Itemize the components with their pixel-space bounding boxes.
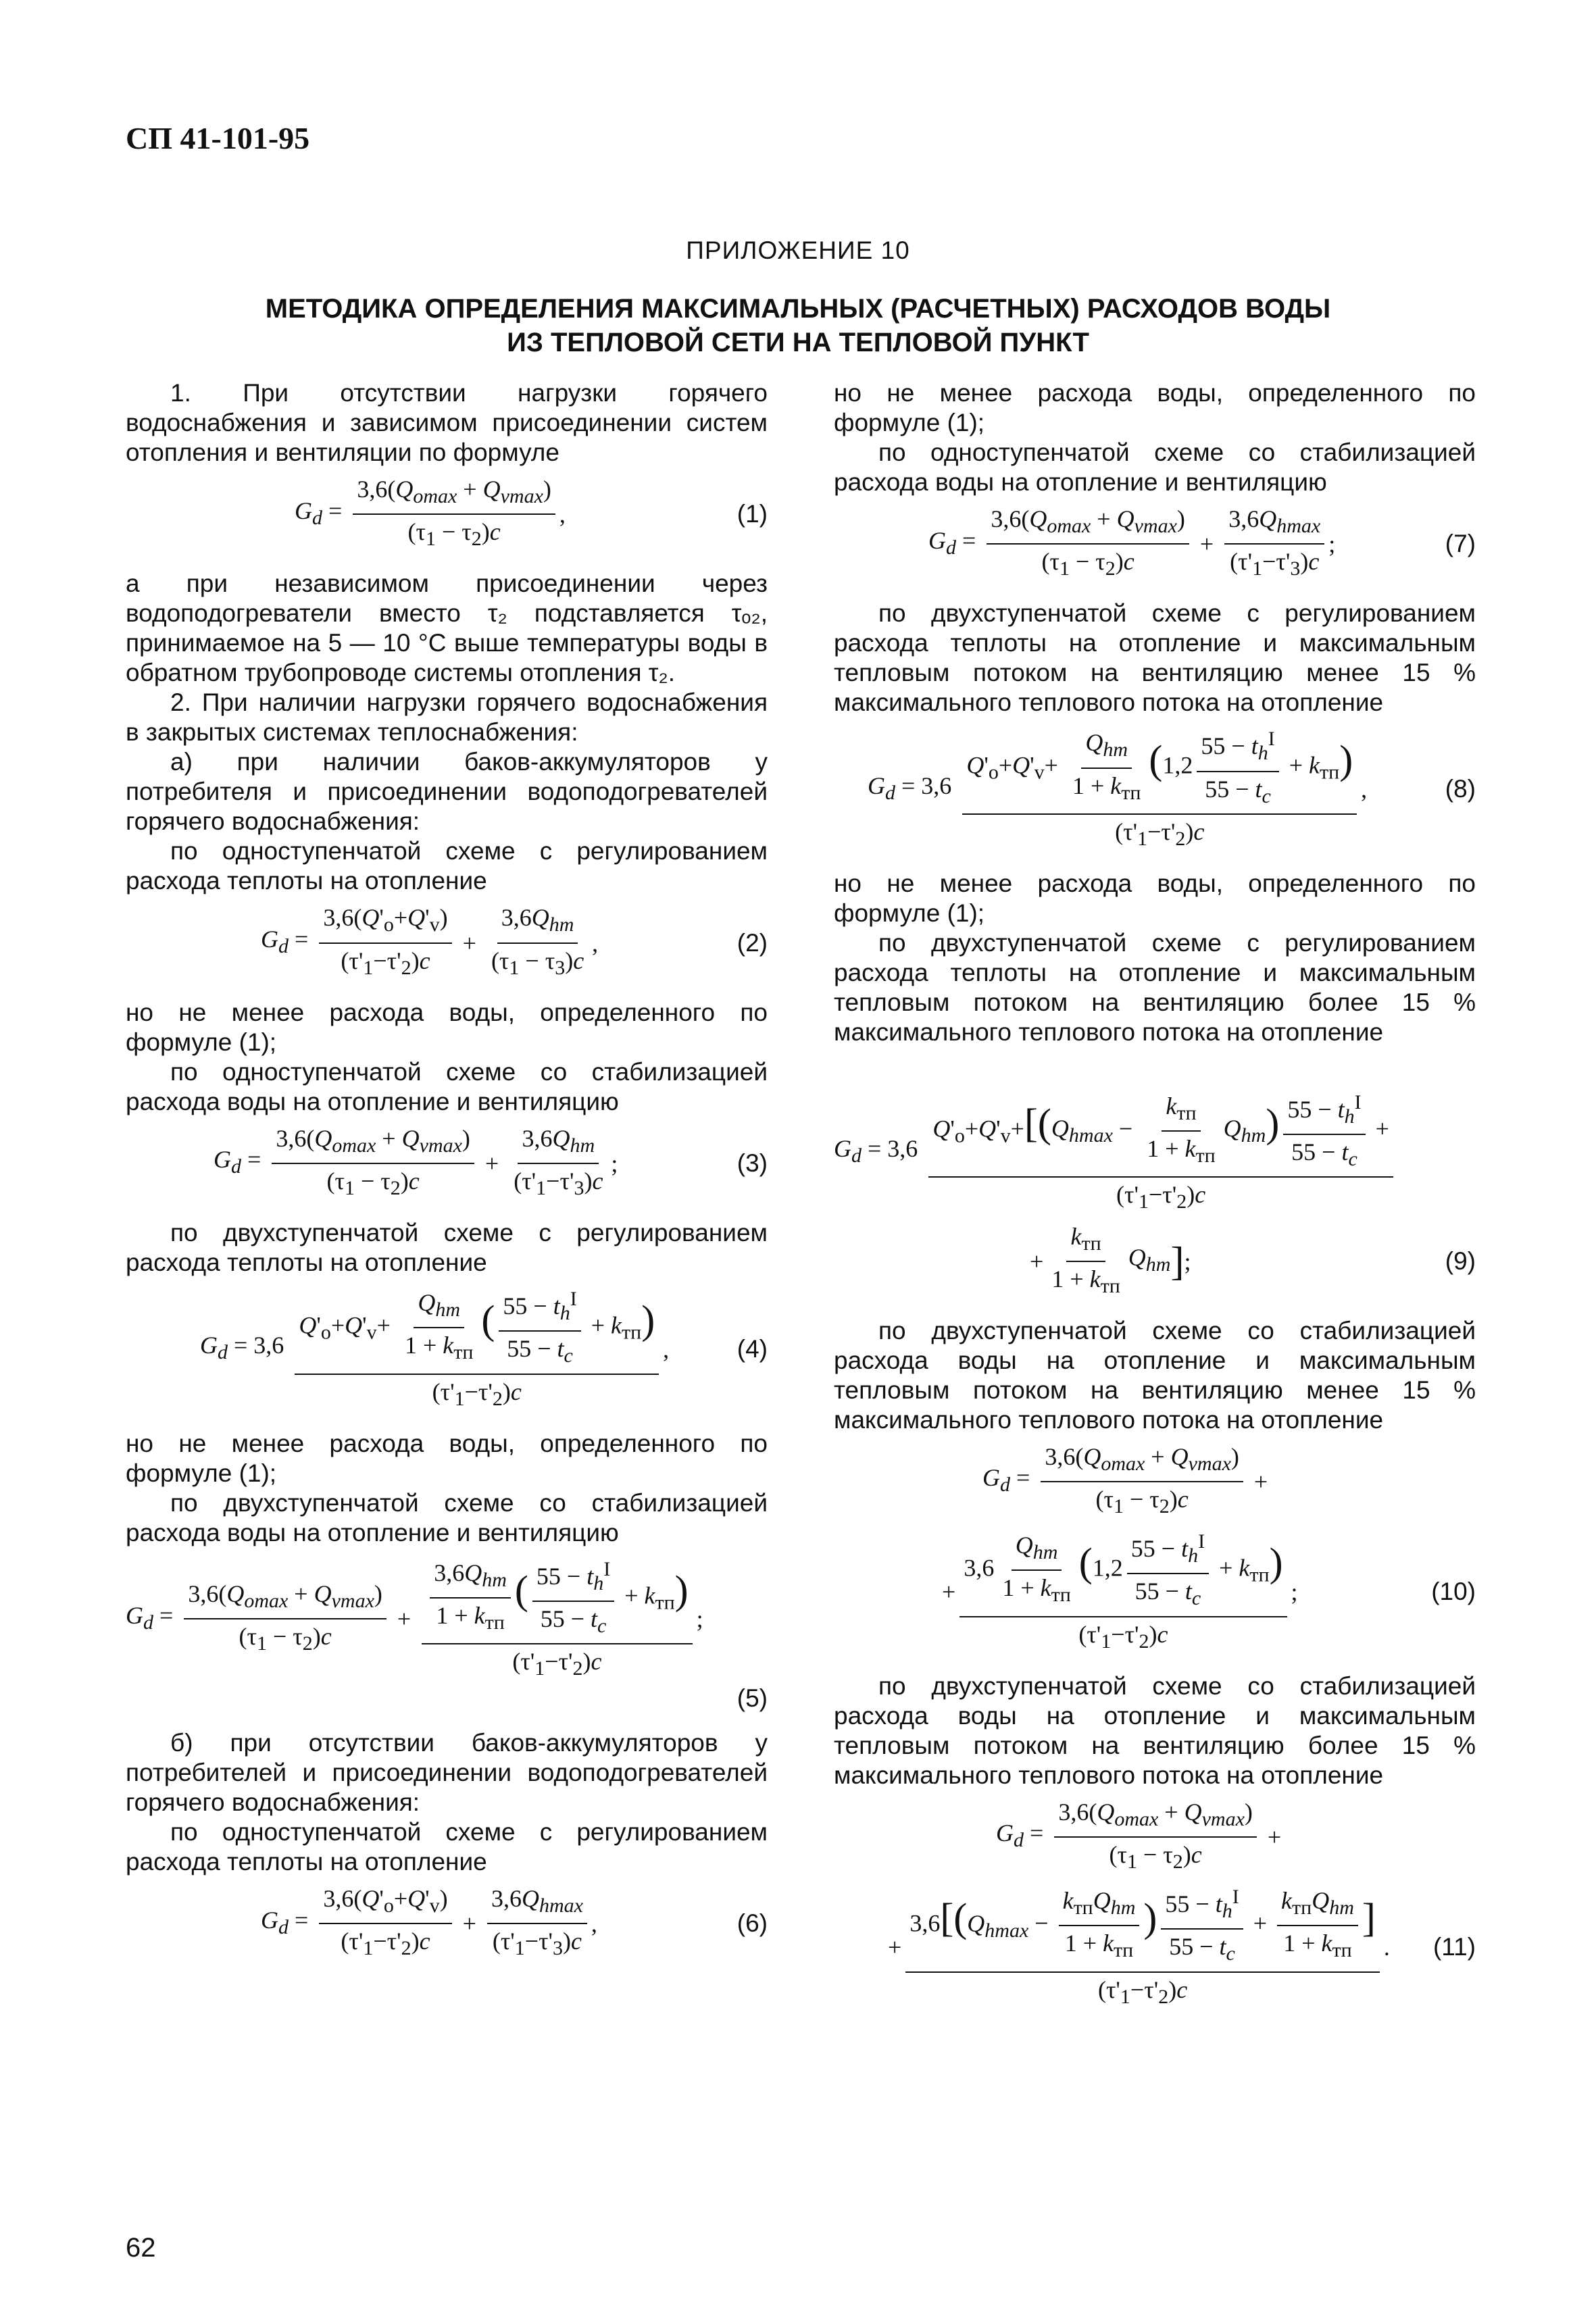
equation-number-4: (4) [737,1334,768,1363]
left-paragraph-5: по одноступенчатой схеме с регулированием расхода теплоты на отопление [126,837,768,895]
right-paragraph-3: по двухступенчатой схеме с регулированием расхода теплоты на отопление и максимальным тепловым потоком на вентиляцию менее 15 % максимального теплового потока на отопление [834,599,1476,717]
equation-number-9: (9) [1445,1247,1476,1275]
left-paragraph-1: 1. При отсутствии нагрузки горячего водоснабжения и зависимом присоединении систем отопления и вентиляции по формуле [126,379,768,466]
formula-6: $G_d$ = $\frac{3,6(Q'_o+Q'_v)}{(\tau'_1-\tau'_2)c}$ + $\frac{3,6Q_{hmax}}{(\tau'_1-\tau'_3)c}$ , (6) [261,1885,768,1960]
left-paragraph-6: но не менее расхода воды, определенного по формуле (1); [126,998,768,1056]
right-column [834,378,1476,2027]
formula-9: $G_d = 3,6$ $Q'_o+Q'_v+[(Q_{hmax}$ − $\frac{k_{тп}}{1 + k_{тп}}$ $Q_{hm}$) $\frac{55 - t_h^I}{55 - t_c}$ + $(\tau'_1-\tau'_2)c$ + $\frac{k_{тп}}{1 + k_{тп}}$ $Q_{hm}$ ] ; (9) [834,1088,1476,1301]
formula-5: $G_d$ = $\frac{3,6(Q_{omax} + Q_{vmax})}{(\tau_1 - \tau_2)c}$ + $\frac{3,6Q_{hm}}{1 + k_{тп}}$ ( $\frac{55 - t_h^I}{55 - t_c}$ + $k_{тп}$) $(\tau'_1-\tau'_2)c$ ; (5) [126,1555,768,1714]
formula-7: $G_d$ = $\frac{3,6(Q_{omax} + Q_{vmax})}{(\tau_1 - \tau_2)c}$ + $\frac{3,6Q_{hmax}}{(\tau'_1-\tau'_3)c}$ ; (7) [928,505,1476,580]
equation-number-6: (6) [737,1909,768,1938]
right-paragraph-7: по двухступенчатой схеме со стабилизацией расхода воды на отопление и максимальным тепловым потоком на вентиляцию более 15 % максимального теплового потока на отопление [834,1671,1476,1789]
left-paragraph-3: 2. При наличии нагрузки горячего водоснабжения в закрытых системах теплоснабжения: [126,688,768,747]
left-paragraph-12: по одноступенчатой схеме с регулированием расхода теплоты на отопление [126,1818,768,1876]
equation-number-5: (5) [737,1684,768,1713]
document-code: СП 41-101-95 [126,121,310,155]
left-paragraph-11: б) при отсутствии баков-аккумуляторов у потребителей и присоединении водоподогревателей горячего водоснабжения: [126,1729,768,1817]
left-paragraph-8: по двухступенчатой схеме с регулированием расхода теплоты на отопление [126,1219,768,1277]
formula-4: $G_d = 3,6$ $Q'_o+Q'_v+$ $\frac{Q_{hm}}{1 + k_{тп}}$ ( $\frac{55 - t_h^I}{55 - t_c}$ + $k_{тп}$) $(\tau'_1-\tau'_2)c$ , (4) [126,1284,768,1414]
page-title [0,292,1596,359]
equation-number-2: (2) [737,928,768,957]
formula-8: $G_d = 3,6$ $Q'_o+Q'_v+$ $\frac{Q_{hm}}{1 + k_{тп}}$ (1,2 $\frac{55 - t_h^I}{55 - t_c}$ + $k_{тп}$) $(\tau'_1-\tau'_2)c$ , (8) [834,724,1476,854]
right-paragraph-6: по двухступенчатой схеме со стабилизацией расхода воды на отопление и максимальным тепловым потоком на вентиляцию менее 15 % максимального теплового потока на отопление [834,1316,1476,1434]
formula-11: $G_d$ = $\frac{3,6(Q_{omax} + Q_{vmax})}{(\tau_1 - \tau_2)c}$ + + $3,6[(Q_{hmax}$ − $\frac{k_{тп}Q_{hm}}{1 + k_{тп}}$ ) $\frac{55 - t_h^I}{55 - t_c}$ + $\frac{k_{тп}Q_{hm}}{1 + k_{тп}}$ ] $(\tau'_1-\tau'_2)c$ . (11) [888,1798,1476,2008]
left-paragraph-9: но не менее расхода воды, определенного по формуле (1); [126,1429,768,1487]
equation-number-1: (1) [737,500,768,528]
formula-2: $G_d$ = $\frac{3,6(Q'_o+Q'_v)}{(\tau'_1-\tau'_2)c}$ + $\frac{3,6Q_{hm}}{(\tau_1 - \tau_3)c}$ , (2) [261,904,768,979]
equation-number-10: (10) [1431,1578,1476,1606]
title-line-2: ИЗ ТЕПЛОВОЙ СЕТИ НА ТЕПЛОВОЙ ПУНКТ [507,328,1089,357]
right-paragraph-2: по одноступенчатой схеме со стабилизацией расхода воды на отопление и вентиляцию [834,438,1476,496]
left-paragraph-2: а при независимом присоединении через водоподогреватели вместо τ₂ подставляется τₒ₂, принимаемое на 5 — 10 °С выше температуры воды в обратном трубопроводе системы отопления τ₂. [126,570,768,687]
appendix-label: ПРИЛОЖЕНИЕ 10 [686,236,910,264]
left-column [126,378,768,1979]
equation-number-3: (3) [737,1149,768,1177]
left-paragraph-10: по двухступенчатой схеме со стабилизацией расхода воды на отопление и вентиляцию [126,1488,768,1546]
right-paragraph-1: но не менее расхода воды, определенного по формуле (1); [834,379,1476,436]
formula-3: $G_d$ = $\frac{3,6(Q_{omax} + Q_{vmax})}{(\tau_1 - \tau_2)c}$ + $\frac{3,6Q_{hm}}{(\tau'_1-\tau'_3)c}$ ; (3) [214,1124,768,1200]
formula-1: $G_d$ = $\frac{3,6(Q_{omax} + Q_{vmax})}{(\tau_1 - \tau_2)c}$ , (1) [295,476,768,551]
right-paragraph-4: но не менее расхода воды, определенного по формуле (1); [834,869,1476,927]
equation-number-7: (7) [1445,530,1476,558]
right-paragraph-5: по двухступенчатой схеме с регулированием расхода теплоты на отопление и максимальным тепловым потоком на вентиляцию более 15 % максимального теплового потока на отопление [834,928,1476,1046]
equation-number-8: (8) [1445,775,1476,803]
page-number: 62 [126,2233,156,2263]
left-paragraph-4: а) при наличии баков-аккумуляторов у потребителя и присоединении водоподогревателей горячего водоснабжения: [126,748,768,836]
formula-10: $G_d$ = $\frac{3,6(Q_{omax} + Q_{vmax})}{(\tau_1 - \tau_2)c}$ + + 3,6 $\frac{Q_{hm}}{1 + k_{тп}}$ (1,2 $\frac{55 - t_h^I}{55 - t_c}$ + $k_{тп}$) $(\tau'_1-\tau'_2)c$ ; (10) [942,1442,1476,1653]
equation-number-11: (11) [1432,1932,1476,1961]
left-paragraph-7: по одноступенчатой схеме со стабилизацией расхода воды на отопление и вентиляцию [126,1057,768,1115]
title-line-1: МЕТОДИКА ОПРЕДЕЛЕНИЯ МАКСИМАЛЬНЫХ (РАСЧЕТНЫХ) РАСХОДОВ ВОДЫ [265,294,1331,324]
